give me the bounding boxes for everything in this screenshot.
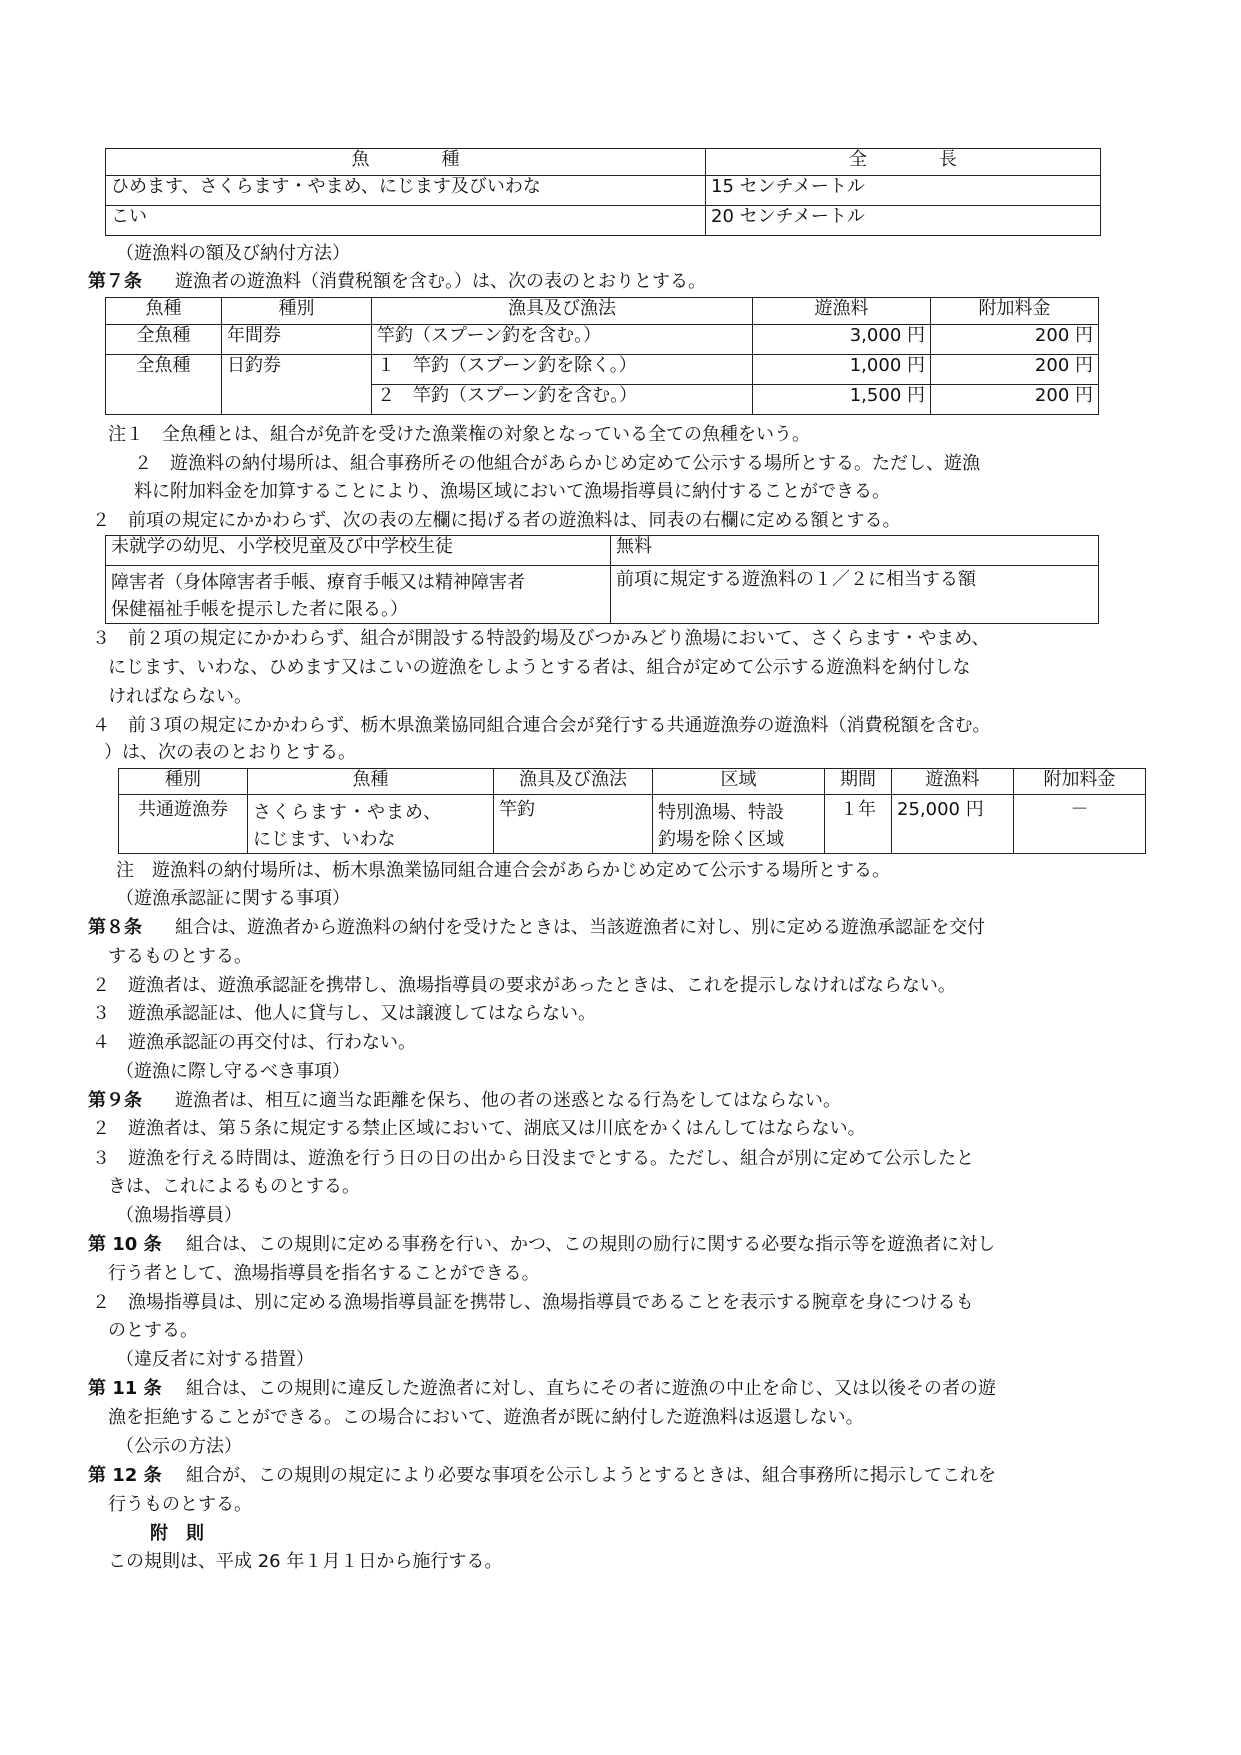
header-gear-method: 漁具及び漁法 xyxy=(372,298,753,325)
cell-fish: 全魚種 xyxy=(106,355,222,415)
header-fish-species: 魚 種 xyxy=(106,149,706,176)
cell-category-line-2: 保健福祉手帳を提示した者に限る。） xyxy=(111,599,408,620)
article-11-line-1: 組合は、この規則に違反した遊漁者に対し、直ちにその者に遊漁の中止を命じ、又は以後その者の遊 xyxy=(186,1378,996,1399)
article-12-line-2: 行うものとする。 xyxy=(108,1494,252,1515)
cell-gear: 竿釣（スプーン釣を含む。） xyxy=(372,325,753,355)
article-7-note-3: 注 遊漁料の納付場所は、栃木県漁業協同組合連合会があらかじめ定めて公示する場所とする。 xyxy=(116,860,890,881)
cell-surcharge: 200 円 xyxy=(931,325,1099,355)
article-9-para-3-line-2: きは、これによるものとする。 xyxy=(108,1176,360,1197)
header-fish-type: 魚種 xyxy=(106,298,222,325)
table-header-row xyxy=(106,149,1101,176)
article-7-para-3-line-3: ければならない。 xyxy=(108,686,252,707)
article-11-line-2: 漁を拒絶することができる。この場合において、遊漁者が既に納付した遊漁料は返還しない。 xyxy=(108,1407,864,1428)
article-9-para-3-line-1: ３ 遊漁を行える時間は、遊漁を行う日の日の出から日没までとする。ただし、組合が別に定めて公示したと xyxy=(92,1148,974,1169)
article-12-caption: （公示の方法） xyxy=(116,1436,242,1457)
article-10-para-2-line-2: のとする。 xyxy=(108,1320,198,1341)
article-7-para-4-line-1: ４ 前３項の規定にかかわらず、栃木県漁業協同組合連合会が発行する共通遊漁券の遊漁料（消費税額を含む。 xyxy=(92,715,991,736)
table-row xyxy=(106,176,1101,206)
article-7-para-3-line-2: にじます、いわな、ひめます又はこいの遊漁をしようとする者は、組合が定めて公示する遊漁料を納付しな xyxy=(108,657,971,678)
article-9-para-2: ２ 遊漁者は、第５条に規定する禁止区域において、湖底又は川底をかくはんしてはならない。 xyxy=(92,1118,866,1139)
article-11-caption: （違反者に対する措置） xyxy=(116,1349,314,1370)
fish-length-table xyxy=(105,148,1101,236)
cell-surcharge: 200 円 xyxy=(931,385,1099,415)
cell-fee: 1,000 円 xyxy=(753,355,931,385)
cell-gear: 竿釣 xyxy=(494,795,653,854)
header-fee: 遊漁料 xyxy=(892,769,1014,795)
table-row xyxy=(106,206,1101,236)
article-7-note-1: 注１ 全魚種とは、組合が免許を受けた漁業権の対象となっている全ての魚種をいう。 xyxy=(108,424,810,445)
article-12-number: 第 12 条 xyxy=(88,1465,162,1486)
cell-area-line-2: 釣場を除く区域 xyxy=(658,829,784,850)
article-8-para-3: ３ 遊漁承認証は、他人に貸与し、又は譲渡してはならない。 xyxy=(92,1003,596,1024)
cell-type: 共通遊漁券 xyxy=(119,795,248,854)
article-8-number: 第８条 xyxy=(88,917,142,938)
table-row xyxy=(106,355,1099,385)
article-10-line-2: 行う者として、漁場指導員を指名することができる。 xyxy=(108,1263,540,1284)
cell-fee: 25,000 円 xyxy=(892,795,1014,854)
article-8-caption: （遊漁承認証に関する事項） xyxy=(116,888,350,909)
table-row xyxy=(119,795,1146,854)
article-7-para-2: ２ 前項の規定にかかわらず、次の表の左欄に掲げる者の遊漁料は、同表の右欄に定める額とする。 xyxy=(92,510,901,531)
table-row xyxy=(106,536,1099,566)
cell-gear: ２ 竿釣（スプーン釣を含む。） xyxy=(372,385,753,415)
cell-area-line-1: 特別漁場、特設 xyxy=(658,802,784,823)
cell-gear: １ 竿釣（スプーン釣を除く。） xyxy=(372,355,753,385)
article-12-line-1: 組合が、この規則の規定により必要な事項を公示しようとするときは、組合事務所に掲示してこれを xyxy=(186,1465,996,1486)
header-fee: 遊漁料 xyxy=(753,298,931,325)
cell-fish: ひめます、さくらます・やまめ、にじます及びいわな xyxy=(106,176,706,206)
table-row xyxy=(106,566,1099,624)
cell-amount: 前項に規定する遊漁料の１／２に相当する額 xyxy=(611,566,1099,624)
cell-fish: こい xyxy=(106,206,706,236)
table-row xyxy=(106,325,1099,355)
cell-period: １年 xyxy=(825,795,892,854)
article-8-line-2: するものとする。 xyxy=(108,946,252,967)
header-total-length: 全 長 xyxy=(706,149,1101,176)
table-header-row xyxy=(119,769,1146,795)
article-10-caption: （漁場指導員） xyxy=(116,1205,242,1226)
cell-surcharge: 200 円 xyxy=(931,355,1099,385)
article-7-note-2-line-2: 料に附加料金を加算することにより、漁場区域において漁場指導員に納付することができる。 xyxy=(134,481,890,502)
article-8-line-1: 組合は、遊漁者から遊漁料の納付を受けたときは、当該遊漁者に対し、別に定める遊漁承認証を交付 xyxy=(175,917,985,938)
article-11-number: 第 11 条 xyxy=(88,1378,162,1399)
article-8-para-2: ２ 遊漁者は、遊漁承認証を携帯し、漁場指導員の要求があったときは、これを提示しなければならない。 xyxy=(92,975,956,996)
header-type: 種別 xyxy=(119,769,248,795)
cell-fee: 1,500 円 xyxy=(753,385,931,415)
cell-fish xyxy=(248,795,494,854)
supplementary-text: この規則は、平成 26 年１月１日から施行する。 xyxy=(108,1551,503,1572)
article-7-note-2-line-1: ２ 遊漁料の納付場所は、組合事務所その他組合があらかじめ定めて公示する場所とする。ただし、遊漁 xyxy=(134,453,980,474)
cell-area xyxy=(653,795,825,854)
cell-category: 未就学の幼児、小学校児童及び中学校生徒 xyxy=(106,536,611,566)
article-7-number: 第７条 xyxy=(88,271,142,292)
cell-fish: 全魚種 xyxy=(106,325,222,355)
article-10-line-1: 組合は、この規則に定める事務を行い、かつ、この規則の励行に関する必要な指示等を遊漁者に対し xyxy=(186,1234,996,1255)
article-10-number: 第 10 条 xyxy=(88,1234,162,1255)
cell-fee: 3,000 円 xyxy=(753,325,931,355)
article-9-caption: （遊漁に際し守るべき事項） xyxy=(116,1061,350,1082)
header-ticket-type: 種別 xyxy=(222,298,372,325)
cell-surcharge: － xyxy=(1014,795,1146,854)
cell-category xyxy=(106,566,611,624)
cell-length: 20 センチメートル xyxy=(706,206,1101,236)
header-period: 期間 xyxy=(825,769,892,795)
article-7-text: 遊漁者の遊漁料（消費税額を含む。）は、次の表のとおりとする。 xyxy=(175,271,706,292)
article-10-para-2-line-1: ２ 漁場指導員は、別に定める漁場指導員証を携帯し、漁場指導員であることを表示する腕章を身につけるも xyxy=(92,1292,974,1313)
cell-length: 15 センチメートル xyxy=(706,176,1101,206)
article-7-caption: （遊漁料の額及び納付方法） xyxy=(116,243,350,264)
header-surcharge: 附加料金 xyxy=(1014,769,1146,795)
common-ticket-table xyxy=(118,768,1146,854)
cell-category-line-1: 障害者（身体障害者手帳、療育手帳又は精神障害者 xyxy=(111,572,525,593)
fishing-fee-table xyxy=(105,297,1099,415)
cell-ticket: 年間券 xyxy=(222,325,372,355)
cell-fish-line-1: さくらます・やまめ、 xyxy=(253,802,443,823)
article-9-number: 第９条 xyxy=(88,1090,142,1111)
header-surcharge: 附加料金 xyxy=(931,298,1099,325)
cell-amount: 無料 xyxy=(611,536,1099,566)
article-7-para-3-line-1: ３ 前２項の規定にかかわらず、組合が開設する特設釣場及びつかみどり漁場において、さくらます・やまめ、 xyxy=(92,628,990,649)
header-area: 区域 xyxy=(653,769,825,795)
article-7-para-4-line-2: ）は、次の表のとおりとする。 xyxy=(104,742,356,763)
supplementary-heading: 附 則 xyxy=(150,1523,204,1544)
cell-ticket: 日釣券 xyxy=(222,355,372,415)
header-fish: 魚種 xyxy=(248,769,494,795)
article-9-line-1: 遊漁者は、相互に適当な距離を保ち、他の者の迷惑となる行為をしてはならない。 xyxy=(175,1090,841,1111)
article-8-para-4: ４ 遊漁承認証の再交付は、行わない。 xyxy=(92,1032,416,1053)
header-gear: 漁具及び漁法 xyxy=(494,769,653,795)
cell-fish-line-2: にじます、いわな xyxy=(253,829,396,850)
fee-exemption-table xyxy=(105,535,1099,624)
table-header-row xyxy=(106,298,1099,325)
